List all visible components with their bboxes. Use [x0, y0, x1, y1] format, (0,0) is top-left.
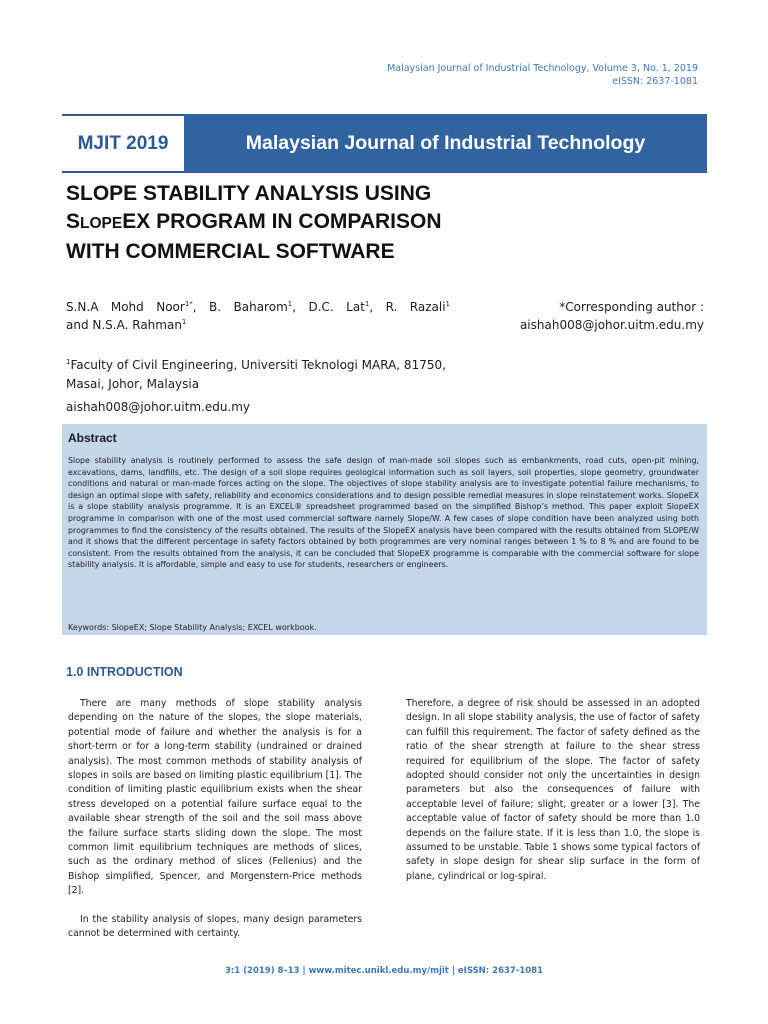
corresponding-email[interactable]: aishah008@johor.uitm.edu.my [519, 318, 704, 332]
affiliation-line-1: Faculty of Civil Engineering, Universiti Teknologi MARA, 81750, [70, 358, 446, 372]
author-affil-mark: 1* [184, 300, 193, 308]
title-line-2 [66, 208, 526, 238]
abstract-box [62, 424, 707, 635]
abstract-keywords: Keywords: SlopeEX; Slope Stability Analysis; EXCEL workbook. [68, 623, 317, 632]
affiliation [66, 356, 506, 393]
abstract-body: Slope stability analysis is routinely performed to assess the safe design of man-made soil slopes such as embankments, road cuts, open-pit mining, excavations, dams, landfills, etc. The design of a soil slope requires geological information such as soil layers, soil properties, slope geometry, groundwater conditions and natural or man-made forces acting on the slope. The objectives of slope stability analysis are to investigate potential failure mechanisms, to design an optimal slope with safety, reliability and economics considerations and to design possible remedial measures in slope reinstatement works. SlopeEX is a slope stability analysis programme. It is an EXCEL® spreadsheet programmed based on the simplified Bishop’s method. This paper exploit SlopeEX programme in comparison with one of the most used commercial software namely Slope/W. A few cases of slope condition have been analyzed using both programmes to find the consistency of the results obtained. The results of the SlopeEX analysis have been compared with the results obtained from SLOPE/W and it shows that the different percentage in safety factors obtained by both programmes are very nominal ranges between 1 % to 8 % and are found to be consistent. From the results obtained from the analysis, it can be concluded that SlopeEX programme is comparable with the commercial software for slope stability analysis. It is affordable, simple and easy to use for students, researchers or engineers. [68, 456, 699, 570]
paragraph: Therefore, a degree of risk should be assessed in an adopted design. In all slope stability analysis, the use of factor of safety can fulfill this requirement. The factor of safety defined as the ratio of the shear strength at failure to the shear stress required for equilibrium of the slope. The factor of safety adopted should consider not only the uncertainties in design parameters but also the consequences of failure with acceptable level of failure; slight, greater or a lower [3]. The acceptable value of factor of safety should be more than 1.0 depends on the failure state. If it is less than 1.0, the slope is assumed to be unstable. Table 1 shows some typical factors of safety in slope design for shear slip surface in the form of plane, cylindrical or log-spiral. [406, 698, 700, 882]
author-name: S.N.A Mohd Noor [66, 300, 185, 314]
banner-code: MJIT 2019 [62, 114, 184, 173]
affiliation-mark: 1 [66, 358, 71, 366]
paper-title [66, 180, 526, 266]
paragraph: There are many methods of slope stability analysis depending on the nature of the slopes, the slope materials, potential mode of failure and whether the analysis is for a short-term or for a long-term stability (undrained or drained analysis). The most common methods of stability analysis of slopes in soils are based on limiting plastic equilibrium [1]. The condition of limiting plastic equilibrium exists when the shear stress developed on a potential failure surface equal to the available shear strength of the soil and the soil mass above the failure surface starts sliding down the slope. The most common limit equilibrium techniques are methods of slices, such as the ordinary method of slices (Fellenius) and the Bishop simplified, Spencer, and Morgenstern-Price methods [2]. [68, 698, 362, 897]
paragraph: In the stability analysis of slopes, many design parameters cannot be determined with certainty. [68, 913, 362, 940]
page-footer: 3:1 (2019) 8–13 | www.mitec.unikl.edu.my/mjit | eISSN: 2637-1081 [224, 966, 543, 976]
affiliation-line-2: Masai, Johor, Malaysia [66, 376, 200, 391]
journal-header [387, 62, 698, 88]
author-list [66, 298, 450, 334]
title-line-1: SLOPE STABILITY ANALYSIS USING [66, 182, 432, 205]
title-smallcaps: LOPE [80, 215, 123, 232]
abstract-heading: Abstract [68, 431, 117, 445]
text-column-right [406, 697, 700, 898]
author-affil-mark: 1 [287, 300, 293, 308]
author-affil-mark: 1 [364, 300, 370, 308]
title-line-3: WITH COMMERCIAL SOFTWARE [66, 240, 395, 263]
corresponding-author [520, 298, 704, 334]
author-name: , B. Baharom [192, 300, 288, 314]
author-affil-mark: 1 [445, 300, 450, 308]
author-name: , D.C. Lat [292, 300, 365, 314]
author-affil-mark: 1 [181, 318, 187, 326]
author-line-2 [66, 316, 450, 334]
title-line-2-rest: EX PROGRAM IN COMPARISON [122, 210, 442, 233]
author-email[interactable]: aishah008@johor.uitm.edu.my [66, 400, 251, 414]
banner-journal-name: Malaysian Journal of Industrial Technology [184, 114, 707, 173]
section-heading-introduction: 1.0 INTRODUCTION [66, 665, 183, 679]
text-column-left [68, 697, 362, 956]
author-name: , R. Razali [369, 300, 446, 314]
author-name: and N.S.A. Rahman [66, 318, 182, 332]
corresponding-label: *Corresponding author : [559, 300, 704, 314]
journal-eissn: eISSN: 2637-1081 [612, 76, 698, 87]
title-smallcaps-initial: S [66, 210, 81, 233]
journal-citation: Malaysian Journal of Industrial Technology, Volume 3, No. 1, 2019 [387, 63, 698, 74]
